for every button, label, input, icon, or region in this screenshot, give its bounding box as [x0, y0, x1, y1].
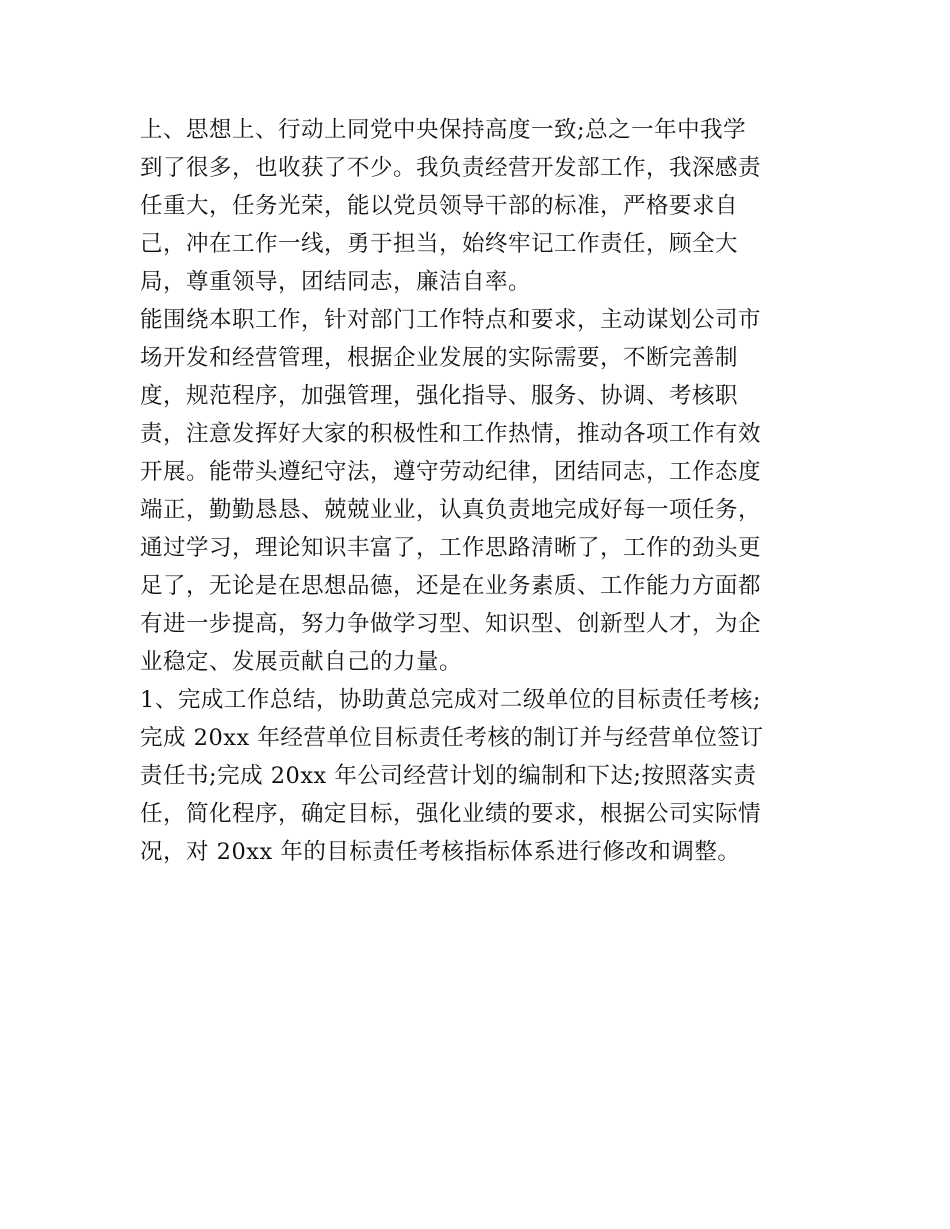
text-line: 有进一步提高，努力争做学习型、知识型、创新型人才，为企 — [140, 611, 762, 637]
text-line: 任重大，任务光荣，能以党员领导干部的标准，严格要求自 — [140, 193, 739, 219]
text-line: 上、思想上、行动上同党中央保持高度一致;总之一年中我学 — [140, 117, 747, 143]
text-line: 场开发和经营管理，根据企业发展的实际需要，不断完善制 — [140, 345, 739, 371]
paragraph-1 — [140, 111, 812, 301]
text-line: 责，注意发挥好大家的积极性和工作热情，推动各项工作有效 — [140, 421, 762, 447]
text-line: 完成 20xx 年经营单位目标责任考核的制订并与经营单位签订 — [140, 725, 764, 751]
text-line: 端正，勤勤恳恳、兢兢业业，认真负责地完成好每一项任务， — [140, 497, 762, 523]
text-line: 己，冲在工作一线，勇于担当，始终牢记工作责任，顾全大 — [140, 231, 739, 257]
text-line: 度，规范程序，加强管理，强化指导、服务、协调、考核职 — [140, 383, 739, 409]
text-line: 开展。能带头遵纪守法，遵守劳动纪律，团结同志，工作态度 — [140, 459, 762, 485]
text-line: 1、完成工作总结，协助黄总完成对二级单位的目标责任考核; — [140, 687, 761, 713]
text-line: 到了很多，也收获了不少。我负责经营开发部工作，我深感责 — [140, 155, 762, 181]
paragraph-2 — [140, 301, 812, 681]
text-line: 业稳定、发展贡献自己的力量。 — [140, 649, 463, 675]
text-line: 局，尊重领导，团结同志，廉洁自率。 — [140, 269, 532, 295]
text-line: 任，简化程序，确定目标，强化业绩的要求，根据公司实际情 — [140, 801, 762, 827]
document-body — [140, 111, 812, 871]
text-line: 通过学习，理论知识丰富了，工作思路清晰了，工作的劲头更 — [140, 535, 762, 561]
paragraph-3 — [140, 681, 812, 871]
text-line: 能围绕本职工作，针对部门工作特点和要求，主动谋划公司市 — [140, 307, 762, 333]
text-line: 足了，无论是在思想品德，还是在业务素质、工作能力方面都 — [140, 573, 762, 599]
text-line: 况，对 20xx 年的目标责任考核指标体系进行修改和调整。 — [140, 839, 741, 865]
text-line: 责任书;完成 20xx 年公司经营计划的编制和下达;按照落实责 — [140, 763, 757, 789]
